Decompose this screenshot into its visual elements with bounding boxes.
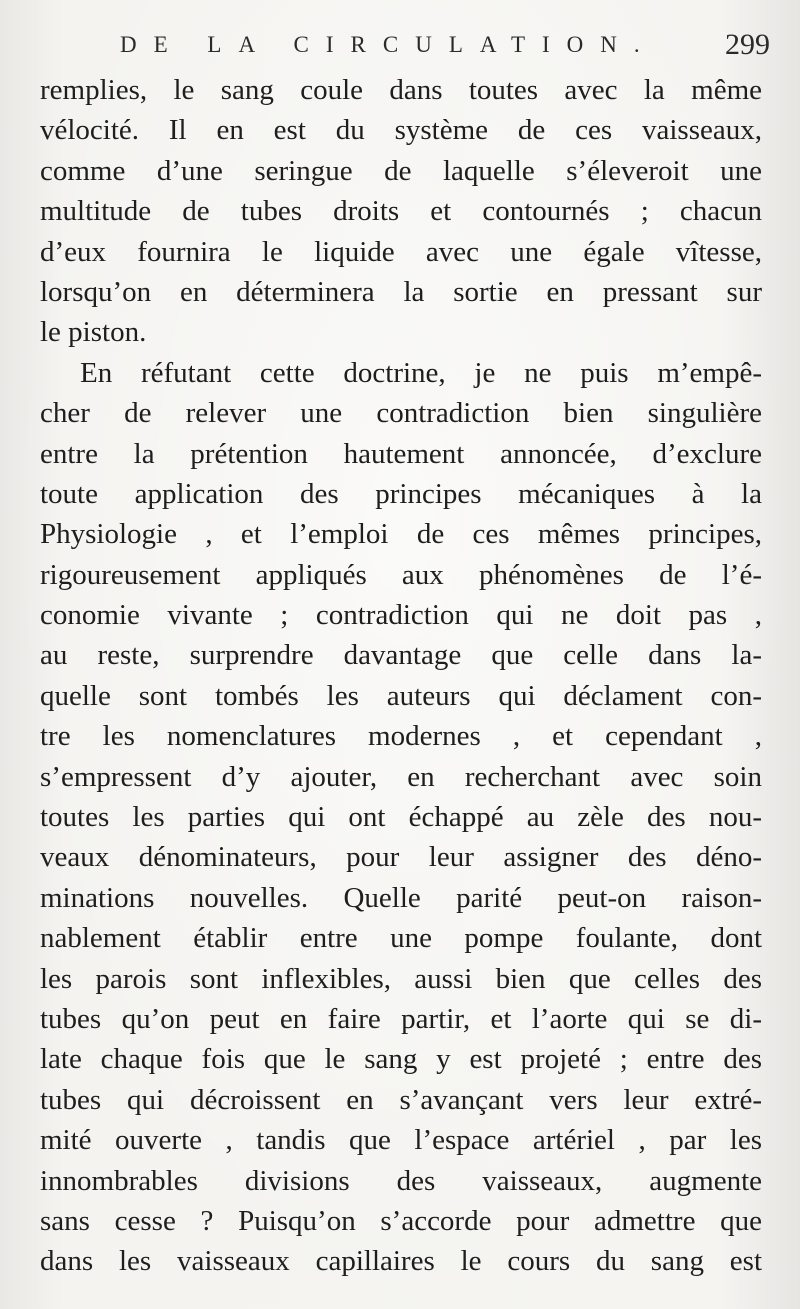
text-line: le piston. xyxy=(40,316,147,349)
text-line: tubes qui décroissent en s’avançant vers leur extré- xyxy=(40,1083,762,1116)
text-line: late chaque fois que le sang y est projeté ; entre des xyxy=(40,1043,762,1076)
text-line: comme d’une seringue de laquelle s’éleveroit une xyxy=(40,154,762,187)
text-line: d’eux fournira le liquide avec une égale vîtesse, xyxy=(40,235,762,268)
page-header xyxy=(120,28,770,68)
text-line: conomie vivante ; contradiction qui ne doit pas , xyxy=(40,599,762,632)
text-line: lorsqu’on en déterminera la sortie en pressant sur xyxy=(40,275,762,308)
text-line: Physiologie , et l’emploi de ces mêmes principes, xyxy=(40,518,762,551)
text-line: innombrables divisions des vaisseaux, augmente xyxy=(40,1164,762,1197)
text-line: minations nouvelles. Quelle parité peut-on raison- xyxy=(40,881,762,914)
text-line: quelle sont tombés les auteurs qui déclament con- xyxy=(40,679,762,712)
text-line: au reste, surprendre davantage que celle dans la- xyxy=(40,639,762,672)
text-line: entre la prétention hautement annoncée, d’exclure xyxy=(40,437,762,470)
text-line: multitude de tubes droits et contournés ; chacun xyxy=(40,195,762,228)
text-line: s’empressent d’y ajouter, en recherchant avec soin xyxy=(40,760,762,793)
page-number: 299 xyxy=(725,28,770,61)
text-line: toute application des principes mécaniques à la xyxy=(40,477,762,510)
text-line: vélocité. Il en est du système de ces vaisseaux, xyxy=(40,114,762,147)
text-line: dans les vaisseaux capillaires le cours du sang est xyxy=(40,1245,762,1278)
text-line: En réfutant cette doctrine, je ne puis m’empê- xyxy=(80,356,762,389)
text-line: toutes les parties qui ont échappé au zèle des nou- xyxy=(40,801,762,834)
text-line: sans cesse ? Puisqu’on s’accorde pour admettre que xyxy=(40,1204,762,1237)
text-line: rigoureusement appliqués aux phénomènes de l’é- xyxy=(40,558,762,591)
text-line: cher de relever une contradiction bien singulière xyxy=(40,397,762,430)
running-title: DE LA CIRCULATION. xyxy=(120,32,657,57)
text-line: veaux dénominateurs, pour leur assigner des déno- xyxy=(40,841,762,874)
text-line: tre les nomenclatures modernes , et cependant , xyxy=(40,720,762,753)
text-line: tubes qu’on peut en faire partir, et l’aorte qui se di- xyxy=(40,1002,762,1035)
text-line: remplies, le sang coule dans toutes avec la même xyxy=(40,74,762,106)
paragraph-2 xyxy=(40,353,762,1282)
text-line: mité ouverte , tandis que l’espace artériel , par les xyxy=(40,1124,762,1157)
body-text xyxy=(40,70,762,1282)
paragraph-1 xyxy=(40,70,762,353)
text-line: nablement établir entre une pompe foulante, dont xyxy=(40,922,762,955)
text-line: les parois sont inflexibles, aussi bien que celles des xyxy=(40,962,762,995)
